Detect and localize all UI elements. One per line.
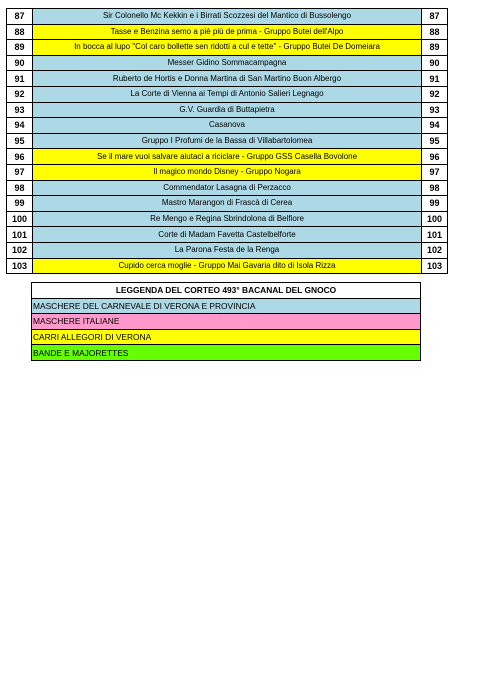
row-number-right: 100: [422, 211, 448, 227]
row-number-left: 95: [7, 133, 33, 149]
legend-title: LEGGENDA DEL CORTEO 493° BACANAL DEL GNOCO: [32, 283, 421, 299]
legend-item-label: MASCHERE DEL CARNEVALE DI VERONA E PROVINCIA: [32, 298, 421, 314]
row-name: Commendator Lasagna di Perzacco: [33, 180, 422, 196]
table-row: [7, 242, 448, 258]
table-row: [7, 180, 448, 196]
row-number-left: 94: [7, 118, 33, 134]
legend-table: [31, 282, 421, 361]
row-number-right: 103: [422, 258, 448, 274]
row-name: Messer Gidino Sommacampagna: [33, 55, 422, 71]
table-row: [7, 86, 448, 102]
row-number-left: 89: [7, 40, 33, 56]
legend-table-body: [32, 283, 421, 361]
row-number-left: 98: [7, 180, 33, 196]
row-number-left: 102: [7, 242, 33, 258]
row-number-left: 103: [7, 258, 33, 274]
row-number-right: 102: [422, 242, 448, 258]
row-number-right: 98: [422, 180, 448, 196]
row-number-left: 90: [7, 55, 33, 71]
row-number-left: 99: [7, 196, 33, 212]
row-name: Tasse e Benzina semo a piè più de prima - Gruppo Butei dell'Alpo: [33, 24, 422, 40]
legend-row: [32, 345, 421, 361]
row-number-right: 88: [422, 24, 448, 40]
row-number-right: 93: [422, 102, 448, 118]
table-row: [7, 9, 448, 25]
row-number-left: 101: [7, 227, 33, 243]
table-row: [7, 149, 448, 165]
table-row: [7, 24, 448, 40]
table-row: [7, 55, 448, 71]
table-row: [7, 133, 448, 149]
legend-row: [32, 329, 421, 345]
row-number-left: 88: [7, 24, 33, 40]
row-number-left: 87: [7, 9, 33, 25]
legend-item-label: BANDE E MAJORETTES: [32, 345, 421, 361]
legend-item-label: CARRI ALLEGORI DI VERONA: [32, 329, 421, 345]
row-number-right: 92: [422, 86, 448, 102]
table-row: [7, 211, 448, 227]
parade-table: [6, 8, 448, 274]
table-row: [7, 227, 448, 243]
row-number-right: 90: [422, 55, 448, 71]
table-row: [7, 40, 448, 56]
table-row: [7, 196, 448, 212]
row-name: Se il mare vuoi salvare aiutaci a riciclare - Gruppo GSS Casella Bovolone: [33, 149, 422, 165]
row-number-right: 96: [422, 149, 448, 165]
row-number-left: 93: [7, 102, 33, 118]
legend-title-row: [32, 283, 421, 299]
row-name: Re Mengo e Regina Sbrindolona di Belfiore: [33, 211, 422, 227]
table-row: [7, 102, 448, 118]
legend-row: [32, 314, 421, 330]
table-row: [7, 258, 448, 274]
row-number-left: 91: [7, 71, 33, 87]
row-name: La Corte di Vienna ai Tempi di Antonio Salieri Legnago: [33, 86, 422, 102]
legend-item-label: MASCHERE ITALIANE: [32, 314, 421, 330]
row-number-left: 100: [7, 211, 33, 227]
legend-row: [32, 298, 421, 314]
row-name: La Parona Festa de la Renga: [33, 242, 422, 258]
row-number-right: 99: [422, 196, 448, 212]
table-row: [7, 118, 448, 134]
row-name: Casanova: [33, 118, 422, 134]
row-name: Gruppo I Profumi de la Bassa di Villabartolomea: [33, 133, 422, 149]
row-number-right: 95: [422, 133, 448, 149]
row-name: Il magico mondo Disney - Gruppo Nogara: [33, 164, 422, 180]
row-number-right: 97: [422, 164, 448, 180]
row-name: Sir Colonello Mc Kekkin e i Birrati Scozzesi del Mantico di Bussolengo: [33, 9, 422, 25]
row-number-right: 89: [422, 40, 448, 56]
row-name: In bocca al lupo "Col caro bollette sen ridotti a cul e tette" - Gruppo Butei De Domeiara: [33, 40, 422, 56]
row-name: Cupido cerca moglie - Gruppo Mai Gavaria dito di Isola Rizza: [33, 258, 422, 274]
row-name: Corte di Madam Favetta Castelbelforte: [33, 227, 422, 243]
row-number-left: 97: [7, 164, 33, 180]
table-row: [7, 71, 448, 87]
row-number-right: 91: [422, 71, 448, 87]
row-number-left: 92: [7, 86, 33, 102]
row-number-right: 101: [422, 227, 448, 243]
table-row: [7, 164, 448, 180]
row-number-right: 87: [422, 9, 448, 25]
row-number-right: 94: [422, 118, 448, 134]
row-name: Mastro Marangon di Frascà di Cerea: [33, 196, 422, 212]
row-number-left: 96: [7, 149, 33, 165]
row-name: Ruberto de Hortis e Donna Martina di San Martino Buon Albergo: [33, 71, 422, 87]
row-name: G.V. Guardia di Buttapietra: [33, 102, 422, 118]
parade-table-body: [7, 9, 448, 274]
